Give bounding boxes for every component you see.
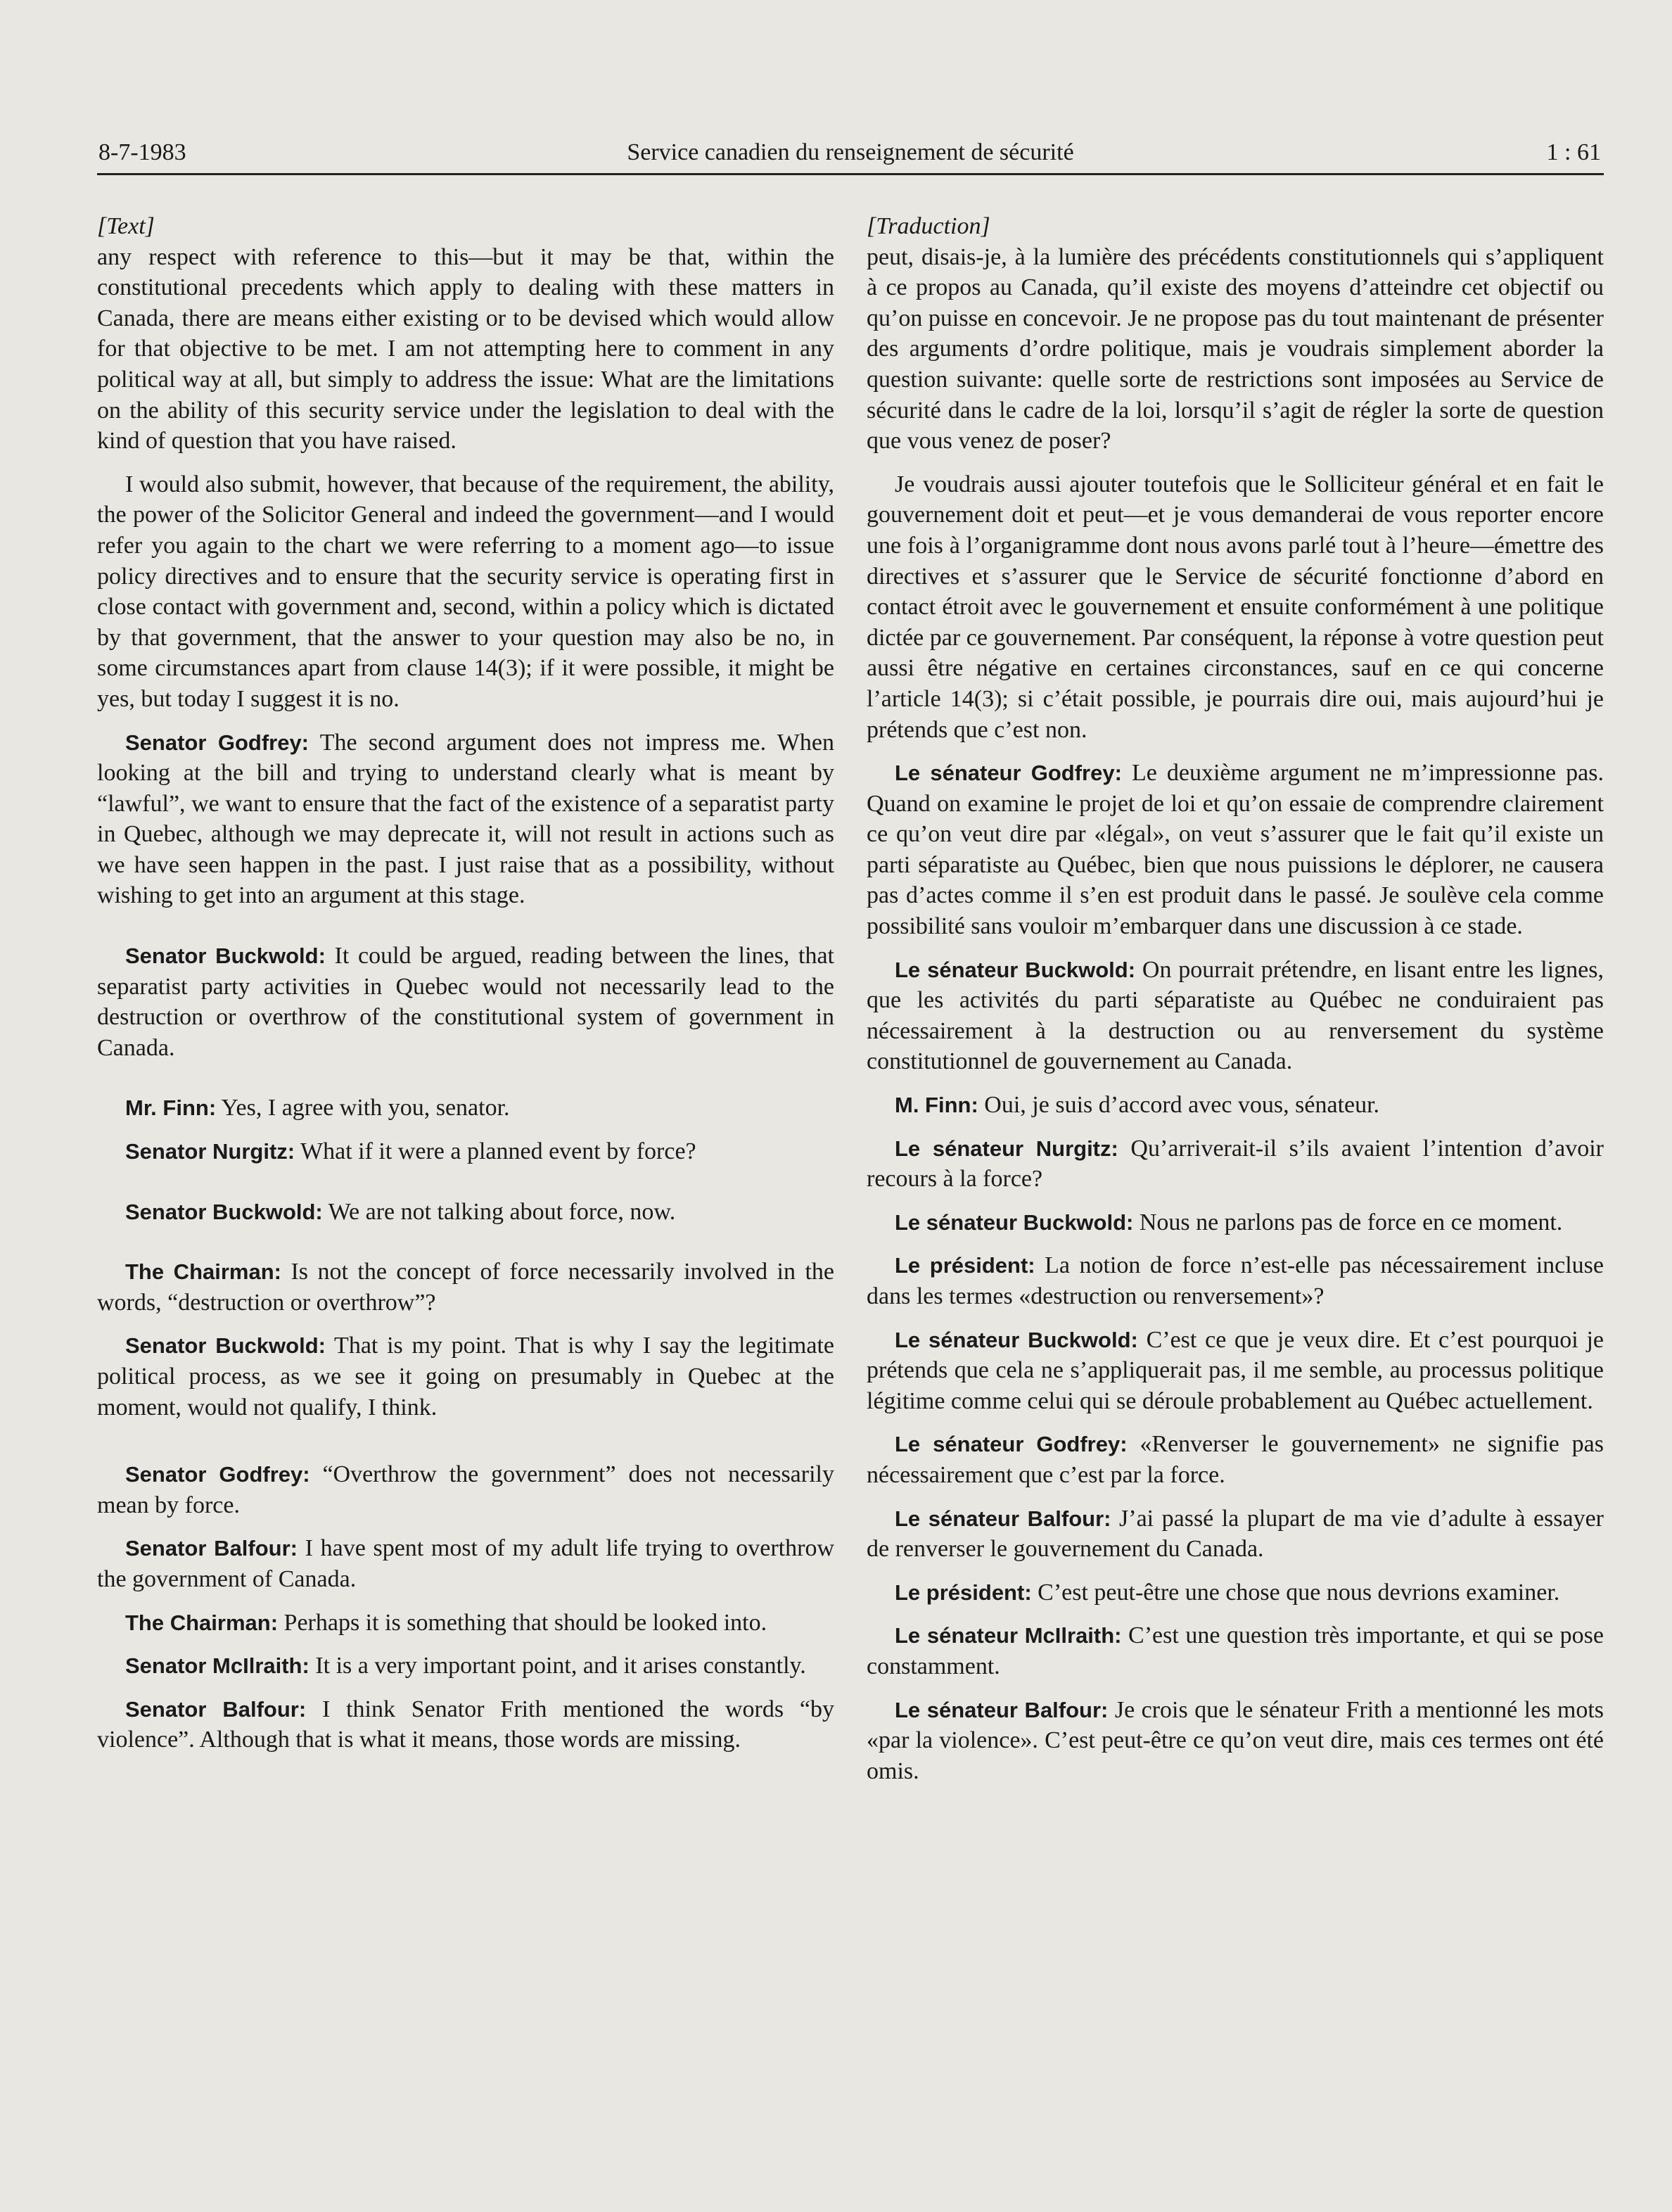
speech-paragraph xyxy=(97,1533,834,1594)
speech-text: Perhaps it is something that should be looked into. xyxy=(278,1609,767,1636)
paragraph xyxy=(97,242,834,457)
speaker-name: Senator Nurgitz: xyxy=(125,1139,295,1164)
speech-text: I have spent most of my adult life trying to overthrow the government of Canada. xyxy=(97,1535,834,1592)
speech-paragraph xyxy=(867,1133,1604,1195)
speech-text: Je crois que le sénateur Frith a mentionné les mots «par la violence». C’est peut-être ce qu’on veut dire, mais ces termes ont été omis. xyxy=(867,1696,1604,1784)
speaker-name: Le président: xyxy=(895,1579,1032,1605)
paragraph xyxy=(97,469,834,715)
speaker-name: Le sénateur Buckwold: xyxy=(895,1327,1138,1352)
speech-paragraph xyxy=(97,1093,834,1124)
speech-paragraph xyxy=(867,1325,1604,1417)
speaker-name: Le sénateur McIlraith: xyxy=(895,1623,1122,1648)
speech-text: On pourrait prétendre, en lisant entre les lignes, que les activités du parti séparatiste au Québec ne conduiraient pas nécessairement à la destruction ou au renversement du système constitutionnel de gouvernement au Canada. xyxy=(867,956,1604,1075)
header-page-number: 1 : 61 xyxy=(1546,139,1601,165)
header-date: 8-7-1983 xyxy=(98,139,186,165)
speech-text: It could be argued, reading between the lines, that separatist party activities in Quebec would not necessarily lead to the destruction or overthrow of the constitutional system of government in Canada. xyxy=(97,943,834,1061)
speaker-name: Senator Buckwold: xyxy=(125,943,326,969)
speech-paragraph xyxy=(97,1459,834,1520)
speech-text: Oui, je suis d’accord avec vous, sénateur. xyxy=(978,1092,1380,1119)
speech-paragraph xyxy=(97,1330,834,1423)
speech-paragraph xyxy=(97,1694,834,1755)
speaker-name: Le sénateur Buckwold: xyxy=(895,957,1136,982)
speech-paragraph xyxy=(867,1429,1604,1490)
speaker-name: Mr. Finn: xyxy=(125,1095,217,1121)
speaker-name: Senator Buckwold: xyxy=(125,1333,326,1359)
speech-paragraph xyxy=(97,1608,834,1639)
speech-text: J’ai passé la plupart de ma vie d’adulte à essayer de renverser le gouvernement du Canada. xyxy=(867,1505,1604,1563)
header-title: Service canadien du renseignement de sécurité xyxy=(627,139,1074,165)
speech-text: I think Senator Frith mentioned the words “by violence”. Although that is what it means, those words are missing. xyxy=(97,1696,834,1753)
paragraph xyxy=(867,242,1604,457)
speech-paragraph xyxy=(867,955,1604,1077)
speaker-name: Le sénateur Balfour: xyxy=(895,1506,1111,1531)
speech-text: Le deuxième argument ne m’impressionne pas. Quand on examine le projet de loi et qu’on essaie de comprendre clairement ce qu’on veut dire par «légal», on veut s’assurer que le fait qu’il existe un parti séparatiste au Québec, bien que nous puissions le déplorer, ne causera pas d’actes comme il s’en est produit dans le passé. Je soulève cela comme possibilité sans vouloir m’embarquer dans une discussion à ce stade. xyxy=(867,760,1604,940)
speaker-name: Le président: xyxy=(895,1253,1035,1278)
running-header xyxy=(97,136,1604,175)
speech-text: Qu’arriverait-il s’ils avaient l’intention d’avoir recours à la force? xyxy=(867,1135,1604,1193)
speaker-name: Le sénateur Buckwold: xyxy=(895,1209,1134,1235)
speech-text: C’est ce que je veux dire. Et c’est pourquoi je prétends que cela ne s’appliquerait pas, il me semble, au processus politique légitime comme celui qui se déroule probablement au Québec actuellement. xyxy=(867,1326,1604,1414)
speaker-name: Senator Godfrey: xyxy=(125,730,309,755)
speech-paragraph xyxy=(867,758,1604,942)
speech-paragraph xyxy=(867,1620,1604,1682)
speech-paragraph xyxy=(867,1504,1604,1565)
speech-paragraph xyxy=(97,1197,834,1228)
speech-paragraph xyxy=(97,941,834,1063)
speech-text: Yes, I agree with you, senator. xyxy=(216,1095,510,1121)
speech-text: It is a very important point, and it arises constantly. xyxy=(309,1653,806,1679)
speech-paragraph xyxy=(97,1136,834,1167)
speech-text: What if it were a planned event by force? xyxy=(295,1138,696,1165)
speaker-name: M. Finn: xyxy=(895,1093,978,1118)
speaker-name: Senator Buckwold: xyxy=(125,1199,323,1224)
english-column xyxy=(97,211,834,1755)
speaker-name: Le sénateur Godfrey: xyxy=(895,1432,1128,1457)
speech-paragraph xyxy=(867,1250,1604,1311)
paragraph-text: I would also submit, however, that because of the requirement, the ability, the power of the Solicitor General and indeed the government—and I would refer you again to the chart we were referring to a moment ago—to issue policy directives and to ensure that the security service is operating first in close contact with government and, second, within a policy which is dictated by that government, that the answer to your question may also be no, in some circumstances apart from clause 14(3); if it were possible, it might be yes, but today I suggest it is no. xyxy=(97,471,834,712)
column-label-text: [Text] xyxy=(97,213,155,239)
french-column xyxy=(867,211,1604,1786)
speech-text: We are not talking about force, now. xyxy=(322,1198,676,1225)
speech-text: That is my point. That is why I say the legitimate political process, as we see it going on presumably in Quebec at the moment, would not qualify, I think. xyxy=(97,1333,834,1420)
speech-paragraph xyxy=(867,1577,1604,1608)
speech-paragraph xyxy=(97,727,834,912)
speech-paragraph xyxy=(867,1207,1604,1238)
speech-text: C’est une question très importante, et qui se pose constamment. xyxy=(867,1622,1604,1679)
speech-paragraph xyxy=(97,1257,834,1318)
speech-paragraph xyxy=(867,1090,1604,1121)
speaker-name: Senator Godfrey: xyxy=(125,1462,310,1487)
speaker-name: Senator Balfour: xyxy=(125,1536,298,1561)
speech-text: C’est peut-être une chose que nous devrions examiner. xyxy=(1031,1579,1560,1606)
speech-text: Nous ne parlons pas de force en ce moment. xyxy=(1133,1209,1563,1235)
speech-paragraph xyxy=(867,1695,1604,1787)
paragraph-text: any respect with reference to this—but it may be that, within the constitutional precedents which apply to dealing with these matters in Canada, there are means either existing or to be devised which would allow for that objective to be met. I am not attempting here to comment in any political way at all, but simply to address the issue: What are the limitations on the ability of this security service under the legislation to deal with the kind of question that you have raised. xyxy=(97,243,834,455)
speaker-name: Senator Balfour: xyxy=(125,1696,307,1722)
speaker-name: Senator McIlraith: xyxy=(125,1653,309,1679)
speech-text: La notion de force n’est-elle pas nécessairement incluse dans les termes «destruction ou renversement»? xyxy=(867,1252,1604,1309)
paragraph-text: Je voudrais aussi ajouter toutefois que le Solliciteur général et en fait le gouvernement doit et peut—et je vous demanderai de vous reporter encore une fois à l’organigramme dont nous avons parlé tout à l’heure—émettre des directives et s’assurer que le Service de sécurité fonctionne d’abord en contact étroit avec le gouvernement et ensuite conformément à une politique dictée par ce gouvernement. Par conséquent, la réponse à votre question peut aussi être négative en certaines circonstances, sauf en ce qui concerne l’article 14(3); si c’était possible, je pourrais dire oui, mais aujourd’hui je prétends que c’est non. xyxy=(867,471,1604,743)
paragraph xyxy=(867,469,1604,745)
speech-paragraph xyxy=(97,1651,834,1682)
speaker-name: The Chairman: xyxy=(125,1610,279,1635)
speaker-name: Le sénateur Balfour: xyxy=(895,1697,1109,1722)
speech-text: “Overthrow the government” does not necessarily mean by force. xyxy=(97,1461,834,1518)
speaker-name: Le sénateur Godfrey: xyxy=(895,761,1122,786)
speech-text: Is not the concept of force necessarily involved in the words, “destruction or overthrow”? xyxy=(97,1259,835,1316)
speech-text: The second argument does not impress me. When looking at the bill and trying to understand clearly what is meant by “lawful”, we want to ensure that the fact of the existence of a separatist party in Quebec, although we may deprecate it, will not result in actions such as we have seen happen in the past. I just raise that as a possibility, without wishing to get into an argument at this stage. xyxy=(97,729,834,909)
column-label-traduction: [Traduction] xyxy=(867,213,990,239)
speaker-name: Le sénateur Nurgitz: xyxy=(895,1136,1118,1161)
paragraph-text: peut, disais-je, à la lumière des précédents constitutionnels qui s’appliquent à ce propos au Canada, qu’il existe des moyens d’atteindre cet objectif ou qu’on puisse en concevoir. Je ne propose pas du tout maintenant de présenter des arguments d’ordre politique, mais je voudrais simplement aborder la question suivante: quelle sorte de restrictions sont imposées au Service de sécurité dans le cadre de la loi, lorsqu’il s’agit de régler la sorte de question que vous venez de poser? xyxy=(867,243,1604,455)
speaker-name: The Chairman: xyxy=(125,1259,281,1285)
speech-text: «Renverser le gouvernement» ne signifie pas nécessairement que c’est par la force. xyxy=(867,1431,1604,1488)
